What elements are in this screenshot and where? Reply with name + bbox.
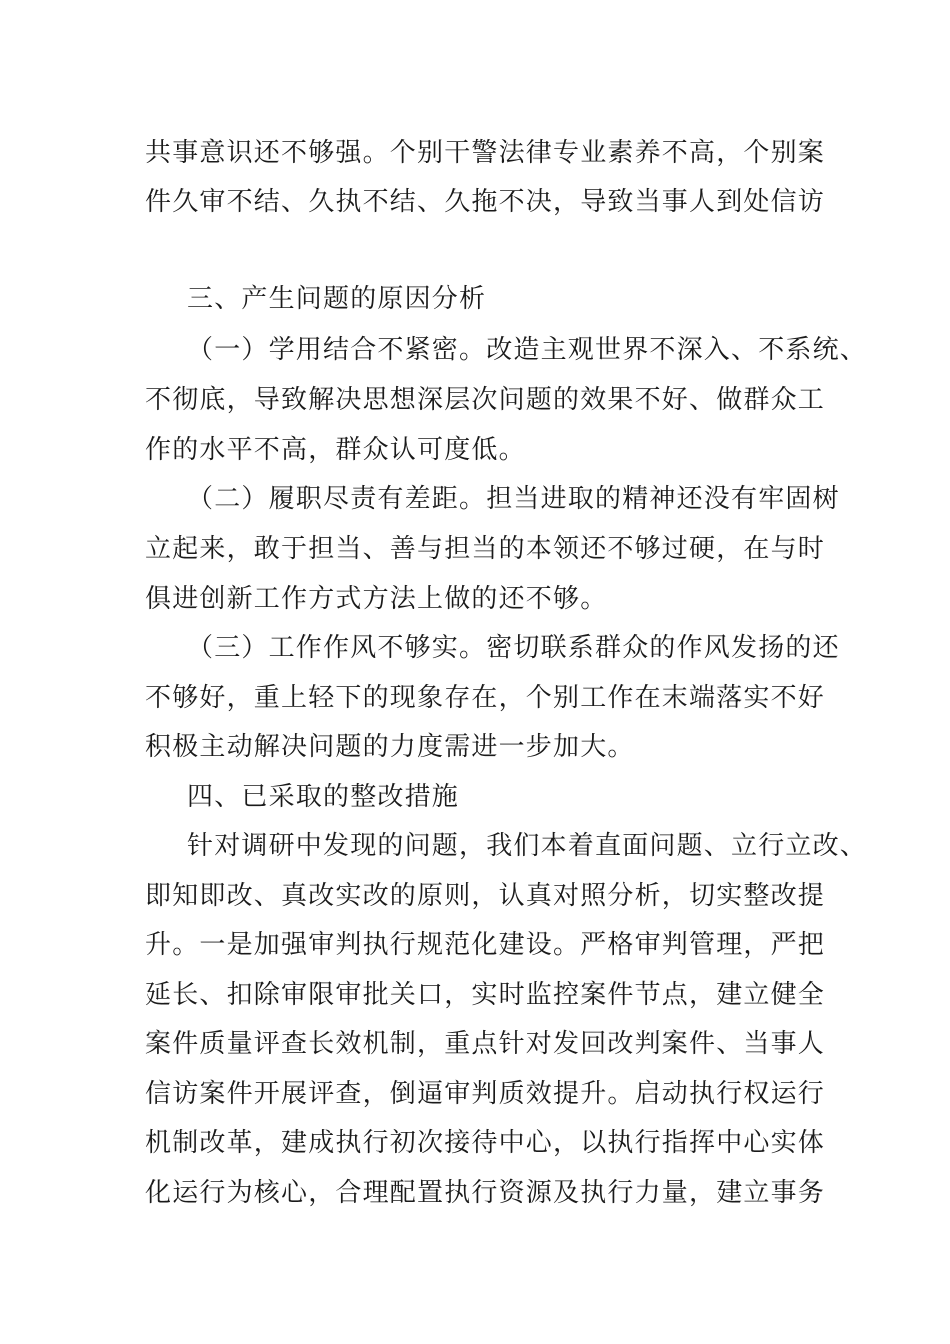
text-line: 机制改革，建成执行初次接待中心，以执行指挥中心实体 bbox=[145, 1128, 826, 1158]
text-line: （二）履职尽责有差距。担当进取的精神还没有牢固树 bbox=[187, 484, 840, 514]
text-line: 共事意识还不够强。个别干警法律专业素养不高，个别案 bbox=[145, 138, 826, 168]
text-line: 化运行为核心，合理配置执行资源及执行力量，建立事务 bbox=[145, 1178, 826, 1208]
text-line: （一）学用结合不紧密。改造主观世界不深入、不系统、 bbox=[187, 335, 868, 365]
text-line: 针对调研中发现的问题，我们本着直面问题、立行立改、 bbox=[187, 831, 868, 861]
text-line: 积极主动解决问题的力度需进一步加大。 bbox=[145, 732, 635, 762]
text-line: 作的水平不高，群众认可度低。 bbox=[145, 435, 526, 465]
text-line: 立起来，敢于担当、善与担当的本领还不够过硬，在与时 bbox=[145, 534, 826, 564]
text-line: 件久审不结、久执不结、久拖不决，导致当事人到处信访 bbox=[145, 187, 826, 217]
text-line: 信访案件开展评查，倒逼审判质效提升。启动执行权运行 bbox=[145, 1079, 826, 1109]
section-heading-4: 四、已采取的整改措施 bbox=[187, 782, 460, 812]
text-line: 俱进创新工作方式方法上做的还不够。 bbox=[145, 584, 608, 614]
section-heading-3: 三、产生问题的原因分析 bbox=[187, 284, 487, 314]
text-line: （三）工作作风不够实。密切联系群众的作风发扬的还 bbox=[187, 633, 840, 663]
text-line: 案件质量评查长效机制，重点针对发回改判案件、当事人 bbox=[145, 1029, 826, 1059]
text-line: 不够好，重上轻下的现象存在，个别工作在末端落实不好 bbox=[145, 683, 826, 713]
text-line: 不彻底，导致解决思想深层次问题的效果不好、做群众工 bbox=[145, 385, 826, 415]
text-line: 延长、扣除审限审批关口，实时监控案件节点，建立健全 bbox=[145, 980, 826, 1010]
text-line: 即知即改、真改实改的原则，认真对照分析，切实整改提 bbox=[145, 881, 826, 911]
text-line: 升。一是加强审判执行规范化建设。严格审判管理，严把 bbox=[145, 930, 826, 960]
